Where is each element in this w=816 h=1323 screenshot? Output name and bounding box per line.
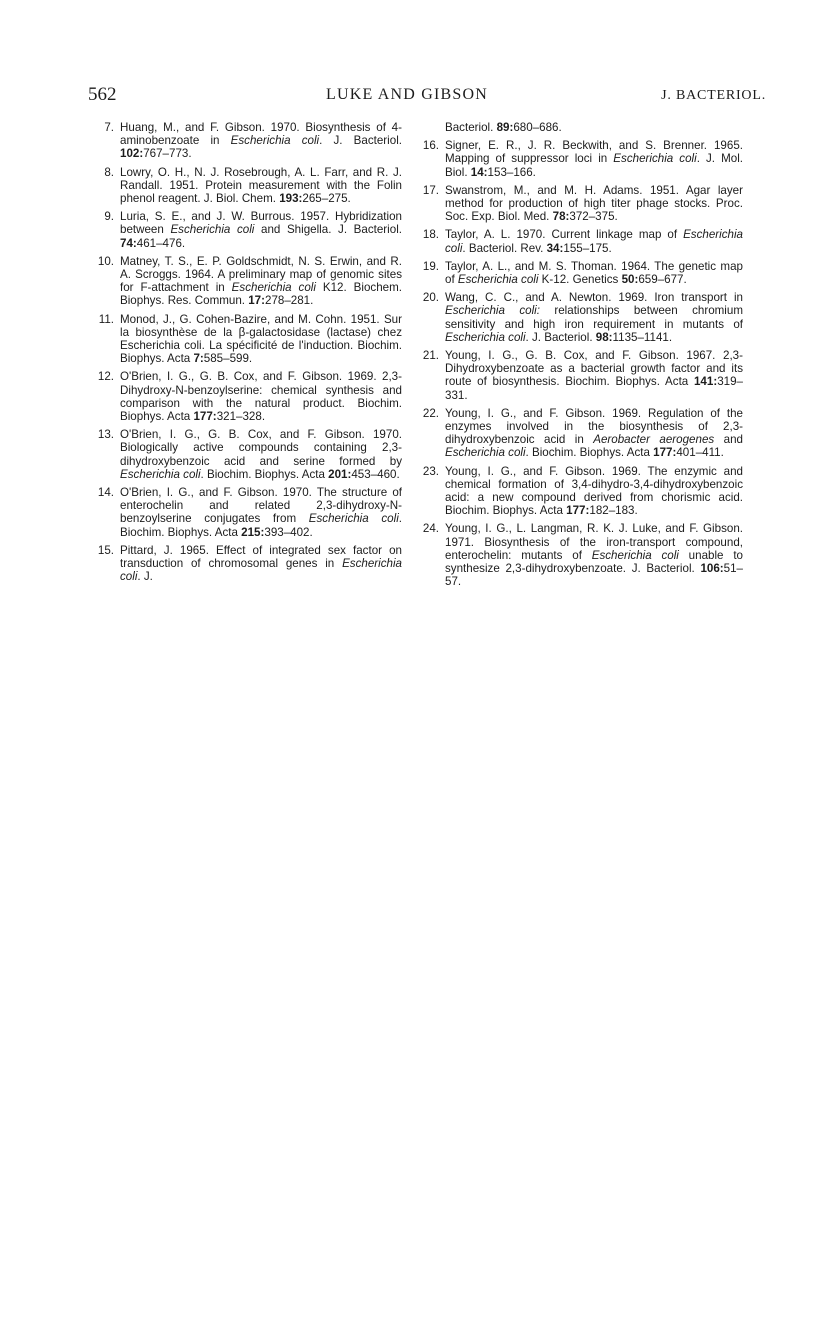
volume-number: 17: [248, 294, 265, 308]
reference-item [415, 139, 743, 179]
volume-number: 141: [693, 375, 718, 389]
italic-text: Escherichia coli [445, 330, 526, 344]
reference-text: . J. Bacteriol. [319, 134, 402, 148]
reference-number: 7. [104, 121, 114, 134]
volume-number: 193: [279, 192, 303, 206]
reference-text: 319–331. [445, 375, 743, 402]
reference-text: and [714, 433, 743, 447]
italic-text: Escherichia coli [120, 467, 201, 481]
reference-text: 182–183. [589, 504, 638, 518]
reference-text: 680–686. [513, 121, 562, 134]
reference-text: Young, I. G., L. Langman, R. K. J. Luke, and F. Gibson. 1971. Biosynthesis of the iron-transport compound, enterochelin: mutants of [445, 522, 743, 562]
italic-text: Aerobacter aerogenes [593, 433, 715, 447]
reference-number: 22. [422, 406, 439, 420]
reference-number: 18. [422, 228, 439, 242]
volume-number: 215: [241, 525, 265, 539]
reference-number: 8. [104, 165, 114, 179]
italic-text: Escherichia coli: [445, 304, 540, 318]
reference-text: O'Brien, I. G., and F. Gibson. 1970. The structure of enterochelin and related 2,3-dihydroxy-N-benzoylserine conjugates from [120, 486, 402, 526]
reference-text: 321–328. [216, 410, 266, 424]
reference-text: . Biochim. Biophys. Acta [200, 467, 329, 481]
reference-text: . J. [137, 570, 153, 584]
reference-column-left [90, 121, 402, 589]
reference-text: O'Brien, I. G., G. B. Cox, and F. Gibson. 1969. 2,3-Dihydroxy-N-benzoylserine: chemical synthesis and comparison with the natural product. Biochim. Biophys. Acta [120, 370, 402, 424]
reference-item [415, 228, 743, 254]
reference-body [445, 228, 743, 254]
reference-text: 155–175. [563, 241, 612, 255]
reference-body [120, 166, 402, 205]
reference-body [120, 486, 402, 539]
reference-item [90, 544, 402, 584]
italic-text: Escherichia coli [120, 557, 402, 584]
reference-body [120, 210, 402, 249]
reference-text: 393–402. [264, 525, 313, 539]
volume-number: 14: [470, 165, 488, 179]
volume-number: 177: [193, 410, 217, 424]
reference-text: Young, I. G., G. B. Cox, and F. Gibson. 1967. 2,3-Dihydroxybenzoate as a bacterial growth factor and its route of biosynthesis. Biochim. Biophys. Acta [445, 349, 743, 389]
volume-number: 7: [193, 352, 204, 366]
italic-text: Escherichia coli [308, 512, 399, 526]
reference-number: 10. [97, 254, 114, 268]
volume-number: 89: [496, 121, 514, 134]
reference-body [120, 370, 402, 423]
reference-text: Matney, T. S., E. P. Goldschmidt, N. S. Erwin, and R. A. Scroggs. 1964. A preliminary map of genomic sites for F-attachment in [120, 254, 402, 295]
journal-name: J. BACTERIOL. [661, 88, 766, 103]
reference-text: K12. Biochem. Biophys. Res. Commun. [120, 281, 402, 308]
reference-item [415, 260, 743, 286]
reference-number: 23. [422, 464, 439, 478]
italic-text: Escherichia coli [445, 446, 526, 460]
reference-text: Taylor, A. L. 1970. Current linkage map of [445, 228, 684, 242]
reference-number: 9. [104, 210, 114, 224]
reference-number: 11. [98, 312, 114, 326]
reference-body [445, 465, 743, 518]
reference-text: K-12. Genetics [538, 273, 622, 287]
reference-text: Signer, E. R., J. R. Beckwith, and S. Brenner. 1965. Mapping of suppressor loci in [445, 139, 743, 166]
reference-body [445, 184, 743, 223]
reference-text: Swanstrom, M., and M. H. Adams. 1951. Agar layer method for production of high titer phage stocks. Proc. Soc. Exp. Biol. Med. [445, 183, 743, 224]
italic-text: Escherichia coli [230, 134, 320, 148]
reference-number: 17. [422, 183, 439, 197]
reference-body [445, 139, 743, 178]
italic-text: Escherichia coli [457, 273, 539, 287]
italic-text: Escherichia coli [591, 548, 679, 562]
reference-text: unable to synthesize 2,3-dihydroxybenzoate. J. Bacteriol. [445, 548, 743, 576]
reference-number: 12. [97, 370, 114, 384]
volume-number: 201: [328, 467, 352, 481]
reference-item [90, 370, 402, 423]
italic-text: Escherichia coli [613, 152, 697, 166]
reference-item [415, 349, 743, 402]
reference-body [445, 407, 743, 460]
reference-text: . Bacteriol. Rev. [462, 241, 547, 255]
reference-body [120, 255, 402, 308]
reference-number: 13. [97, 428, 114, 442]
reference-text: Luria, S. E., and J. W. Burrous. 1957. Hybridization between [120, 210, 402, 237]
reference-item [90, 428, 402, 481]
reference-text: 1135–1141. [612, 330, 673, 344]
reference-text: 453–460. [351, 467, 400, 481]
reference-text: . Biochim. Biophys. Acta [525, 446, 654, 460]
reference-body [445, 349, 743, 402]
reference-body [120, 428, 402, 481]
volume-number: 74: [120, 236, 137, 250]
reference-text: 461–476. [136, 236, 186, 250]
reference-number: 14. [97, 486, 114, 500]
reference-body [120, 544, 402, 583]
reference-text: Young, I. G., and F. Gibson. 1969. Regulation of the enzymes involved in the biosynthesis of 2,3-dihydroxybenzoic acid in [445, 406, 743, 447]
reference-text: Bacteriol. [445, 121, 497, 134]
reference-text: 372–375. [569, 210, 618, 224]
reference-item [90, 255, 402, 308]
reference-item [415, 522, 743, 588]
reference-number: 24. [422, 522, 439, 536]
reference-text: Young, I. G., and F. Gibson. 1969. The enzymic and chemical formation of 3,4-dihydro-3,4-dihydroxybenzoic acid: a new compound derived from chorismic acid. Biochim. Biophys. Acta [445, 464, 743, 518]
reference-continuation [415, 121, 743, 134]
reference-text: relationships between chromium sensitivity and high iron requirement in mutants of [445, 304, 743, 331]
reference-item [90, 210, 402, 250]
reference-text: Huang, M., and F. Gibson. 1970. Biosynthesis of 4-aminobenzoate in [120, 121, 402, 148]
reference-item [90, 313, 402, 366]
reference-item [415, 465, 743, 518]
reference-number: 15. [97, 543, 114, 557]
reference-text: Lowry, O. H., N. J. Rosebrough, A. L. Farr, and R. J. Randall. 1951. Protein measurement with the Folin phenol reagent. J. Biol. Chem. [120, 165, 402, 206]
reference-text: Pittard, J. 1965. Effect of integrated sex factor on transduction of chromosomal genes in [120, 543, 402, 571]
reference-text: 401–411. [676, 446, 724, 460]
reference-item [90, 166, 402, 206]
italic-text: Escherichia coli [170, 223, 255, 237]
reference-body [445, 291, 743, 344]
reference-number: 16. [422, 139, 439, 153]
page-header [88, 84, 766, 108]
reference-item [415, 407, 743, 460]
reference-body [445, 260, 743, 286]
page-number: 562 [88, 84, 117, 105]
reference-text: and Shigella. J. Bacteriol. [254, 223, 402, 237]
reference-text: . J. Mol. Biol. [445, 152, 743, 179]
reference-item [415, 291, 743, 344]
reference-text: 278–281. [265, 294, 314, 308]
reference-text: Monod, J., G. Cohen-Bazire, and M. Cohn. 1951. Sur la biosynthèse de la β-galactosidase (lactase) chez Escherichia coli. La spécificité de l'induction. Biochim. Biophys. Acta [120, 312, 402, 366]
reference-body [120, 313, 402, 366]
reference-text: Wang, C. C., and A. Newton. 1969. Iron transport in [445, 291, 743, 305]
reference-body [445, 522, 743, 588]
volume-number: 34: [546, 241, 564, 255]
volume-number: 78: [552, 210, 570, 224]
reference-text: Taylor, A. L., and M. S. Thoman. 1964. The genetic map of [445, 259, 743, 287]
reference-text: . Biochim. Biophys. Acta [120, 512, 402, 539]
italic-text: Escherichia coli [231, 281, 316, 295]
volume-number: 106: [700, 562, 724, 576]
running-title: LUKE AND GIBSON [326, 86, 488, 103]
volume-number: 177: [566, 504, 590, 518]
volume-number: 98: [595, 330, 613, 344]
reference-number: 19. [422, 259, 439, 273]
volume-number: 177: [653, 446, 677, 460]
reference-text: 153–166. [487, 165, 536, 179]
reference-text: O'Brien, I. G., G. B. Cox, and F. Gibson. 1970. Biologically active compounds containing 2,3-dihydroxybenzoic acid and serine formed by [120, 428, 402, 468]
reference-body [120, 121, 402, 160]
reference-number: 20. [422, 291, 439, 305]
reference-text: 767–773. [143, 147, 192, 161]
volume-number: 50: [621, 273, 639, 287]
reference-item [90, 486, 402, 539]
volume-number: 102: [120, 147, 144, 161]
reference-column-right [415, 121, 743, 594]
reference-text: 585–599. [203, 352, 253, 366]
reference-text: 265–275. [302, 192, 351, 206]
reference-number: 21. [422, 349, 439, 363]
reference-item [90, 121, 402, 161]
reference-text: 659–677. [638, 273, 687, 287]
reference-item [415, 184, 743, 224]
reference-text: 51–57. [445, 562, 743, 589]
reference-text: . J. Bacteriol. [525, 330, 596, 344]
italic-text: Escherichia coli [445, 228, 743, 255]
